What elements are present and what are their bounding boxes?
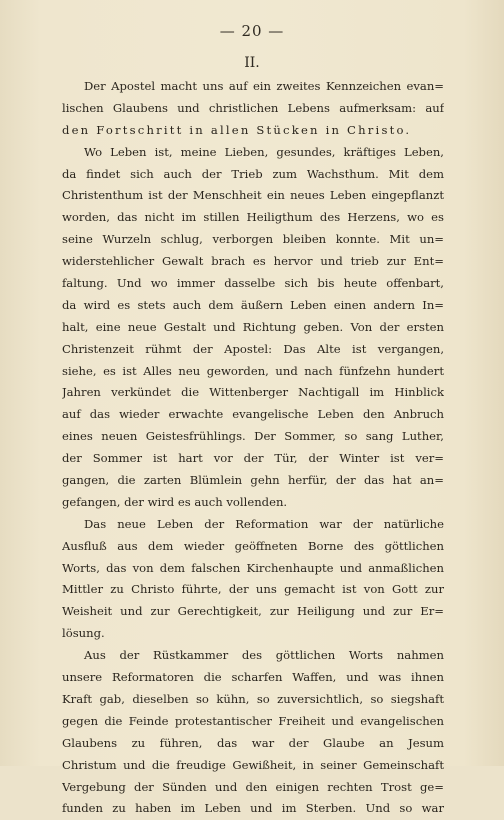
text-line: unsere Reformatoren die scharfen Waffen, und was ihnen [62, 670, 444, 685]
text-line: gangen, die zarten Blümlein gehn herfür, der das hat an= [62, 473, 444, 488]
text-line: da wird es stets auch dem äußern Leben einen andern In= [62, 297, 444, 312]
paragraph-1 [62, 76, 444, 142]
page-number: — 20 — [219, 22, 285, 40]
text-line: Mittler zu Christo führte, der uns gemacht ist von Gott zur [62, 582, 444, 597]
paragraph-2 [62, 142, 444, 514]
text-line: Jahren verkündet die Wittenberger Nachtigall im Hinblick [62, 385, 444, 400]
text-line: der Sommer ist hart vor der Tür, der Winter ist ver= [62, 451, 444, 466]
text-line: gefangen, der wird es auch vollenden. [62, 494, 288, 509]
paragraph-3 [62, 514, 444, 645]
text-line: siehe, es ist Alles neu geworden, und nach fünfzehn hundert [62, 363, 444, 378]
text-line: Aus der Rüstkammer des göttlichen Worts nahmen [84, 648, 444, 663]
text-line: Christum und die freudige Gewißheit, in seiner Gemeinschaft [62, 757, 444, 772]
text-line-emphasized: den Fortschritt in allen Stücken in Christo. [62, 122, 412, 137]
text-line: Der Apostel macht uns auf ein zweites Kennzeichen evan= [84, 79, 444, 93]
text-line: seine Wurzeln schlug, verborgen bleiben konnte. Mit un= [62, 232, 444, 247]
text-line: gegen die Feinde protestantischer Freiheit und evangelischen [62, 713, 444, 728]
text-line: Glaubens zu führen, das war der Glaube an Jesum [62, 735, 444, 750]
text-line: Christenthum ist der Menschheit ein neues Leben eingepflanzt [62, 188, 444, 203]
text-line: Kraft gab, dieselben so kühn, so zuversichtlich, so siegshaft [62, 691, 444, 706]
text-line: Das neue Leben der Reformation war der natürliche [84, 516, 444, 531]
text-line: Wo Leben ist, meine Lieben, gesundes, kräftiges Leben, [84, 144, 444, 159]
text-line: faltung. Und wo immer dasselbe sich bis heute offenbart, [62, 276, 444, 291]
text-line: da findet sich auch der Trieb zum Wachsthum. Mit dem [62, 166, 444, 181]
text-line: worden, das nicht im stillen Heiligthum des Herzens, wo es [62, 210, 444, 225]
text-line: Worts, das von dem falschen Kirchenhaupte und anmaßlichen [62, 560, 444, 575]
text-line: Vergebung der Sünden und den einigen rechten Trost ge= [62, 779, 444, 794]
text-line: funden zu haben im Leben und im Sterben. Und so war [62, 801, 444, 816]
text-line: auf das wieder erwachte evangelische Leben den Anbruch [62, 407, 444, 422]
text-line: widerstehlicher Gewalt brach es hervor und trieb zur Ent= [62, 254, 444, 269]
section-heading: II. [244, 55, 260, 71]
text-line: Ausfluß aus dem wieder geöffneten Borne des göttlichen [62, 538, 444, 553]
paragraph-4 [62, 645, 444, 820]
text-line: lösung. [62, 626, 105, 641]
text-line: Christenzeit rühmt der Apostel: Das Alte ist vergangen, [62, 341, 444, 356]
text-line: lischen Glaubens und christlichen Lebens aufmerksam: auf [62, 100, 444, 115]
text-line: halt, eine neue Gestalt und Richtung geben. Von der ersten [62, 319, 444, 334]
text-line: eines neuen Geistesfrühlings. Der Sommer, so sang Luther, [62, 429, 444, 444]
body-text [62, 76, 444, 820]
text-line: Weisheit und zur Gerechtigkeit, zur Heiligung und zur Er= [62, 604, 444, 619]
